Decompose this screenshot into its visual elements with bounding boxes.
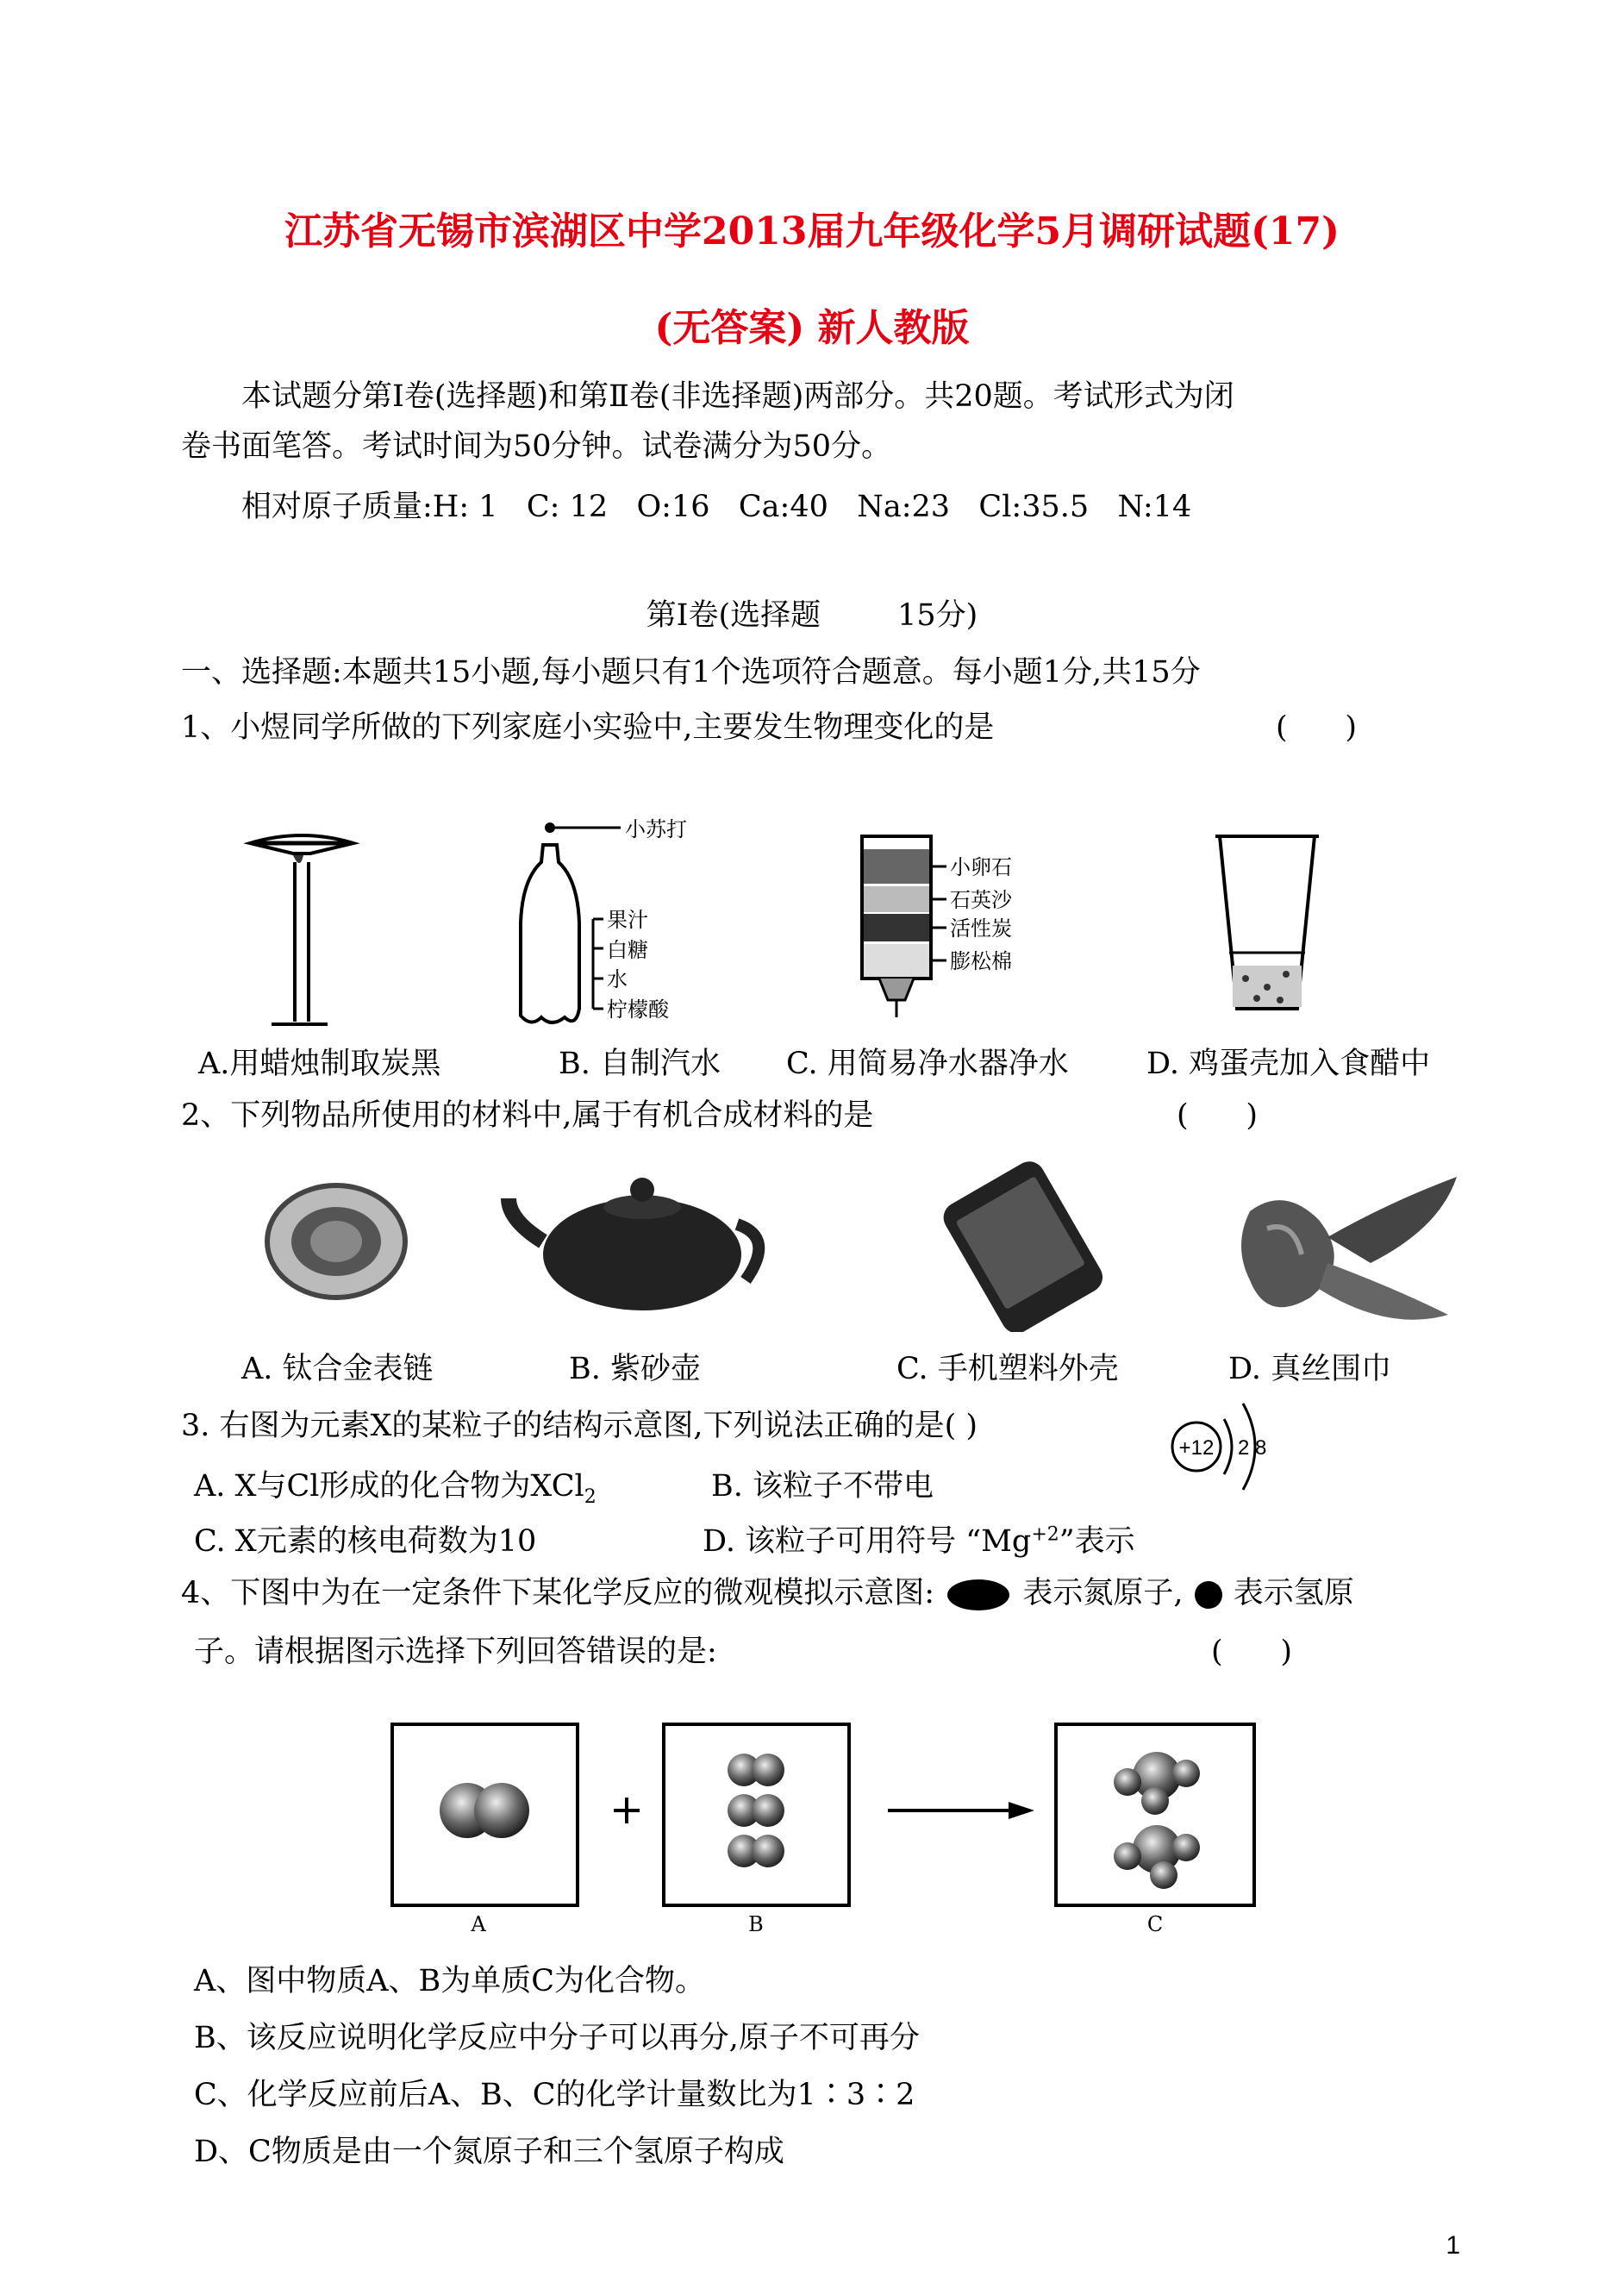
box-a-label: A (471, 1912, 486, 1936)
q2-option-d[interactable]: D. 真丝围巾 (1228, 1352, 1392, 1386)
intro-line-1: 本试题分第Ⅰ卷(选择题)和第Ⅱ卷(非选择题)两部分。共20题。考试形式为闭 (241, 379, 1234, 414)
label-xiaosuda: 小苏打 (625, 817, 687, 841)
q2-answer-blank: ( ) (1177, 1098, 1259, 1133)
nitrogen-molecule (440, 1783, 529, 1838)
q3-option-d[interactable] (703, 1517, 1135, 1560)
bottle-figure (521, 817, 687, 1022)
label-activated-carbon: 活性炭 (950, 916, 1012, 941)
q1-stem: 1、小煜同学所做的下列家庭小实验中,主要发生物理变化的是 (181, 710, 995, 745)
section-instructions: 一、选择题:本题共15小题,每小题只有1个选项符合题意。每小题1分,共15分 (181, 655, 1201, 690)
q1-option-c[interactable]: C. 用简易净水器净水 (786, 1047, 1069, 1081)
q4-option-a[interactable]: A、图中物质A、B为单质C为化合物。 (194, 1964, 706, 1998)
q4-stem (181, 1574, 1354, 1612)
atom-structure-diagram (1162, 1397, 1274, 1509)
q4-option-b[interactable]: B、该反应说明化学反应中分子可以再分,原子不可再分 (194, 2021, 920, 2055)
page-title: 江苏省无锡市滨湖区中学2013届九年级化学5月调研试题(17) (284, 209, 1340, 253)
intro-line-2: 卷书面笔答。考试时间为50分钟。试卷满分为50分。 (181, 429, 892, 464)
box-b-label: B (748, 1912, 764, 1936)
q4-answer-blank: ( ) (1211, 1635, 1293, 1669)
q3-option-a[interactable] (194, 1462, 597, 1508)
label-citric-acid: 柠檬酸 (607, 997, 669, 1022)
cup-figure (1215, 836, 1319, 1009)
page-number: 1 (1446, 2231, 1460, 2260)
q3-option-d-end: ”表示 (1059, 1524, 1135, 1559)
candle-figure (250, 835, 353, 1024)
q3-option-d-text: D. 该粒子可用符号 “Mg (703, 1524, 1032, 1559)
q4-stem-end: 表示氢原 (1233, 1576, 1354, 1610)
hydrogen-atom-icon (1193, 1579, 1224, 1610)
label-quartz-sand: 石英沙 (950, 888, 1012, 912)
q2-figures (250, 1160, 1474, 1332)
label-water: 水 (607, 967, 628, 991)
hydrogen-molecules (728, 1754, 784, 1867)
label-fruit-juice: 果汁 (607, 908, 648, 932)
section-heading: 第Ⅰ卷(选择题 15分) (646, 598, 978, 633)
q2-option-a[interactable]: A. 钛合金表链 (241, 1352, 434, 1386)
q1-option-b[interactable]: B. 自制汽水 (559, 1047, 721, 1081)
q2-option-b[interactable]: B. 紫砂壶 (569, 1352, 701, 1386)
teapot-image (509, 1178, 759, 1310)
nitrogen-atom-icon (944, 1578, 1013, 1612)
box-c-label: C (1146, 1912, 1164, 1936)
q3-option-d-superscript: +2 (1031, 1523, 1059, 1546)
q4-option-d[interactable]: D、C物质是由一个氮原子和三个氢原子构成 (194, 2135, 784, 2169)
q4-option-c[interactable]: C、化学反应前后A、B、C的化学计量数比为1∶3∶2 (194, 2078, 915, 2112)
silk-scarf-image (1241, 1177, 1457, 1320)
q1-option-d[interactable]: D. 鸡蛋壳加入食醋中 (1146, 1047, 1431, 1081)
q4-stem-middle: 表示氮原子, (1022, 1576, 1184, 1610)
q1-answer-blank: ( ) (1276, 710, 1358, 745)
q3-option-a-text: A. X与Cl形成的化合物为XCl (194, 1469, 584, 1504)
page-subtitle: (无答案) 新人教版 (654, 306, 970, 350)
q3-stem: 3. 右图为元素X的某粒子的结构示意图,下列说法正确的是( ) (181, 1409, 978, 1443)
electron-shells: 2 8 (1238, 1436, 1267, 1460)
q2-option-c[interactable]: C. 手机塑料外壳 (896, 1352, 1119, 1386)
q4-stem-start: 4、下图中为在一定条件下某化学反应的微观模拟示意图: (181, 1576, 935, 1610)
atomic-masses: 相对原子质量:H: 1 C: 12 O:16 Ca:40 Na:23 Cl:35.5 N:14 (241, 490, 1192, 524)
water-filter-figure (862, 836, 1013, 1017)
label-pebbles: 小卵石 (950, 855, 1012, 879)
phone-case-image (938, 1160, 1109, 1332)
q1-option-a[interactable]: A.用蜡烛制取炭黑 (198, 1047, 441, 1081)
reaction-diagram (388, 1711, 1267, 1944)
q2-stem: 2、下列物品所使用的材料中,属于有机合成材料的是 (181, 1098, 874, 1133)
q1-figures (198, 802, 1405, 1035)
label-sugar: 白糖 (607, 938, 648, 962)
label-cotton: 膨松棉 (950, 949, 1012, 973)
q3-option-a-subscript: 2 (584, 1486, 597, 1508)
nucleus-charge: +12 (1178, 1436, 1215, 1460)
q3-option-b[interactable]: B. 该粒子不带电 (711, 1469, 934, 1504)
watch-ring-image (267, 1185, 405, 1298)
q3-option-c[interactable]: C. X元素的核电荷数为10 (194, 1524, 537, 1559)
q4-stem-line2: 子。请根据图示选择下列回答错误的是: (194, 1635, 717, 1669)
